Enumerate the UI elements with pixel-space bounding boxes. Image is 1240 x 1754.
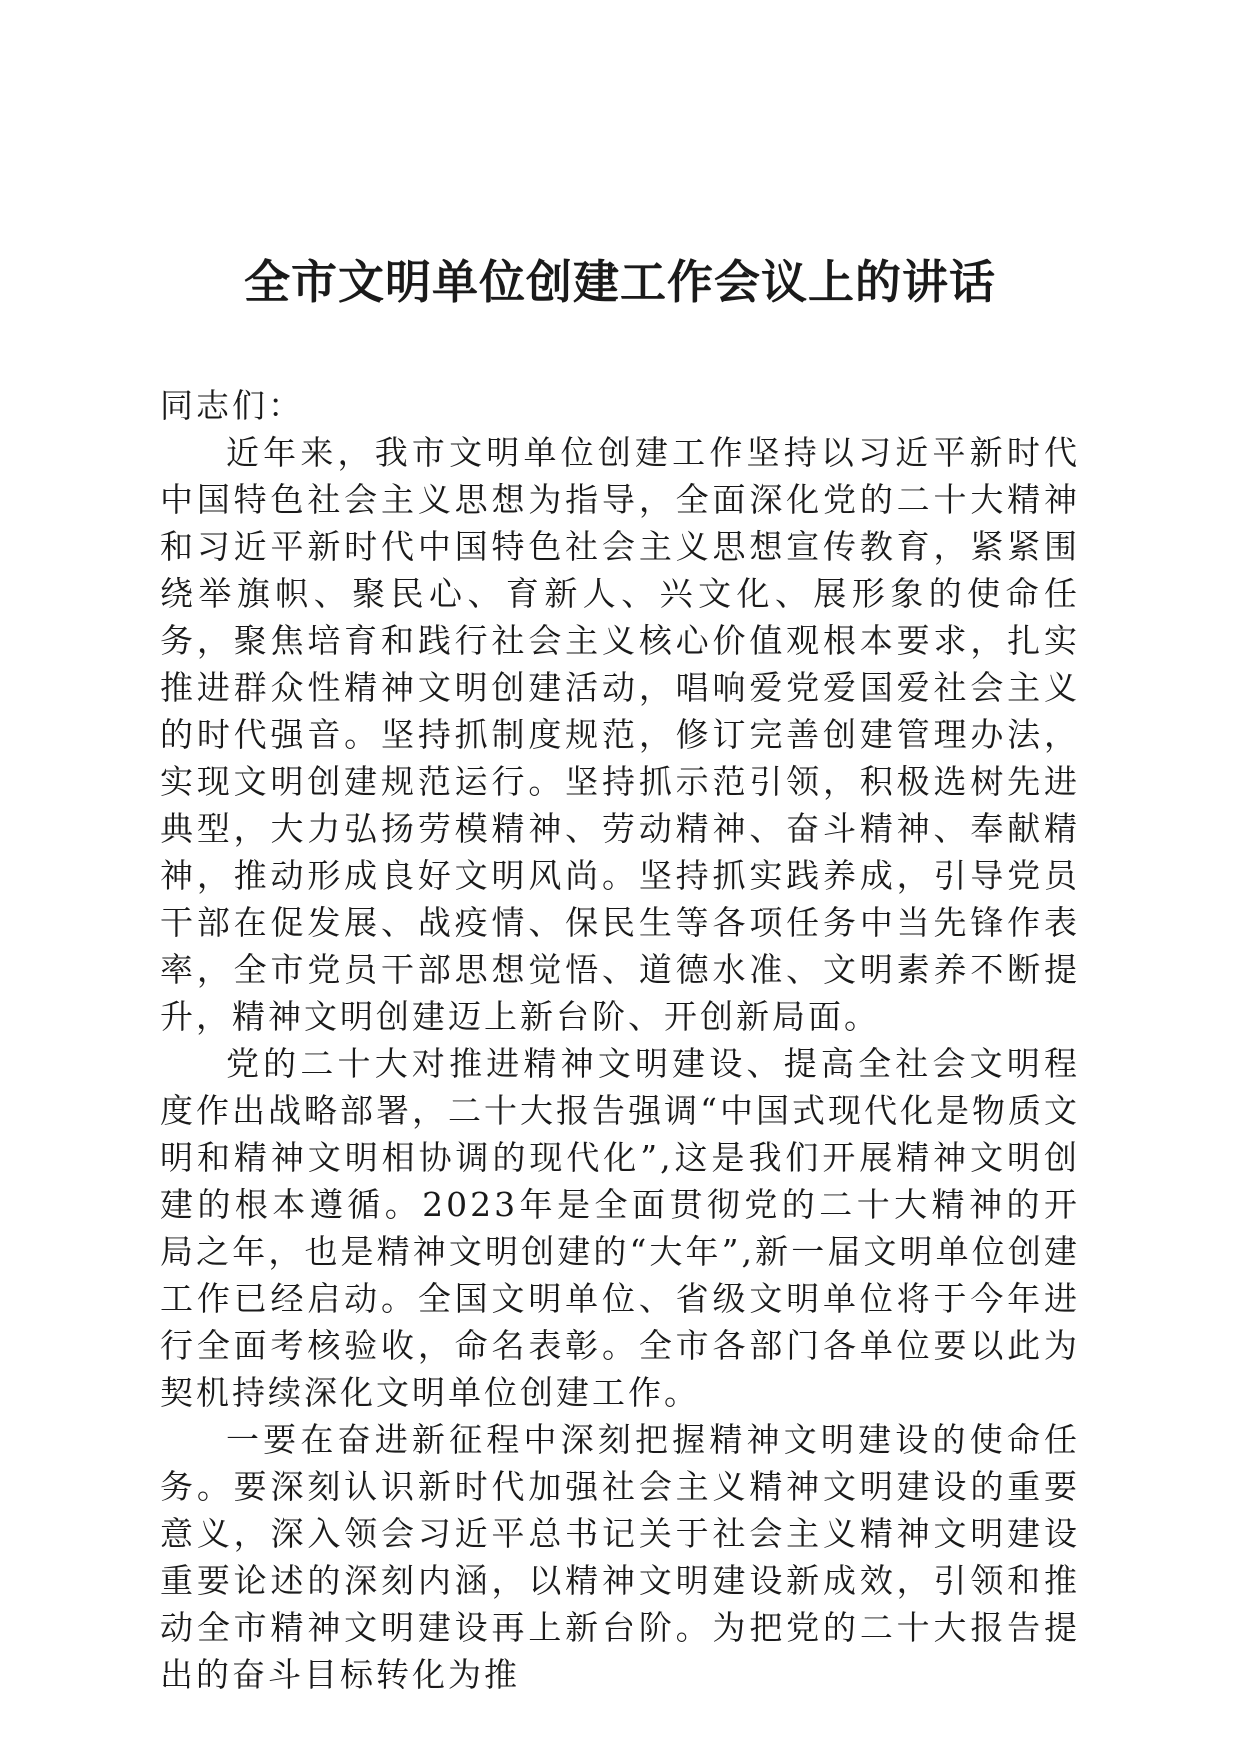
salutation: 同志们： [160, 386, 304, 425]
paragraph-2: 党的二十大对推进精神文明建设、提高全社会文明程度作出战略部署，二十大报告强调“中国式现代化是物质文明和精神文明相协调的现代化”,这是我们开展精神文明创建的根本遵循。2023年是全面贯彻党的二十大精神的开局之年，也是精神文明创建的“大年”,新一届文明单位创建工作已经启动。全国文明单位、省级文明单位将于今年进行全面考核验收，命名表彰。全市各部门各单位要以此为契机持续深化文明单位创建工作。 [160, 1044, 1080, 1412]
document-title: 全市文明单位创建工作会议上的讲话 [244, 255, 996, 309]
document-body [160, 382, 1080, 1698]
paragraph-3: 一要在奋进新征程中深刻把握精神文明建设的使命任务。要深刻认识新时代加强社会主义精神文明建设的重要意义，深入领会习近平总书记关于社会主义精神文明建设重要论述的深刻内涵，以精神文明建设新成效，引领和推动全市精神文明建设再上新台阶。为把党的二十大报告提出的奋斗目标转化为推 [160, 1420, 1080, 1694]
paragraph-1: 近年来，我市文明单位创建工作坚持以习近平新时代中国特色社会主义思想为指导，全面深化党的二十大精神和习近平新时代中国特色社会主义思想宣传教育，紧紧围绕举旗帜、聚民心、育新人、兴文化、展形象的使命任务，聚焦培育和践行社会主义核心价值观根本要求，扎实推进群众性精神文明创建活动，唱响爱党爱国爱社会主义的时代强音。坚持抓制度规范，修订完善创建管理办法，实现文明创建规范运行。坚持抓示范引领，积极选树先进典型，大力弘扬劳模精神、劳动精神、奋斗精神、奉献精神，推动形成良好文明风尚。坚持抓实践养成，引导党员干部在促发展、战疫情、保民生等各项任务中当先锋作表率，全市党员干部思想觉悟、道德水准、文明素养不断提升，精神文明创建迈上新台阶、开创新局面。 [160, 433, 1080, 1036]
